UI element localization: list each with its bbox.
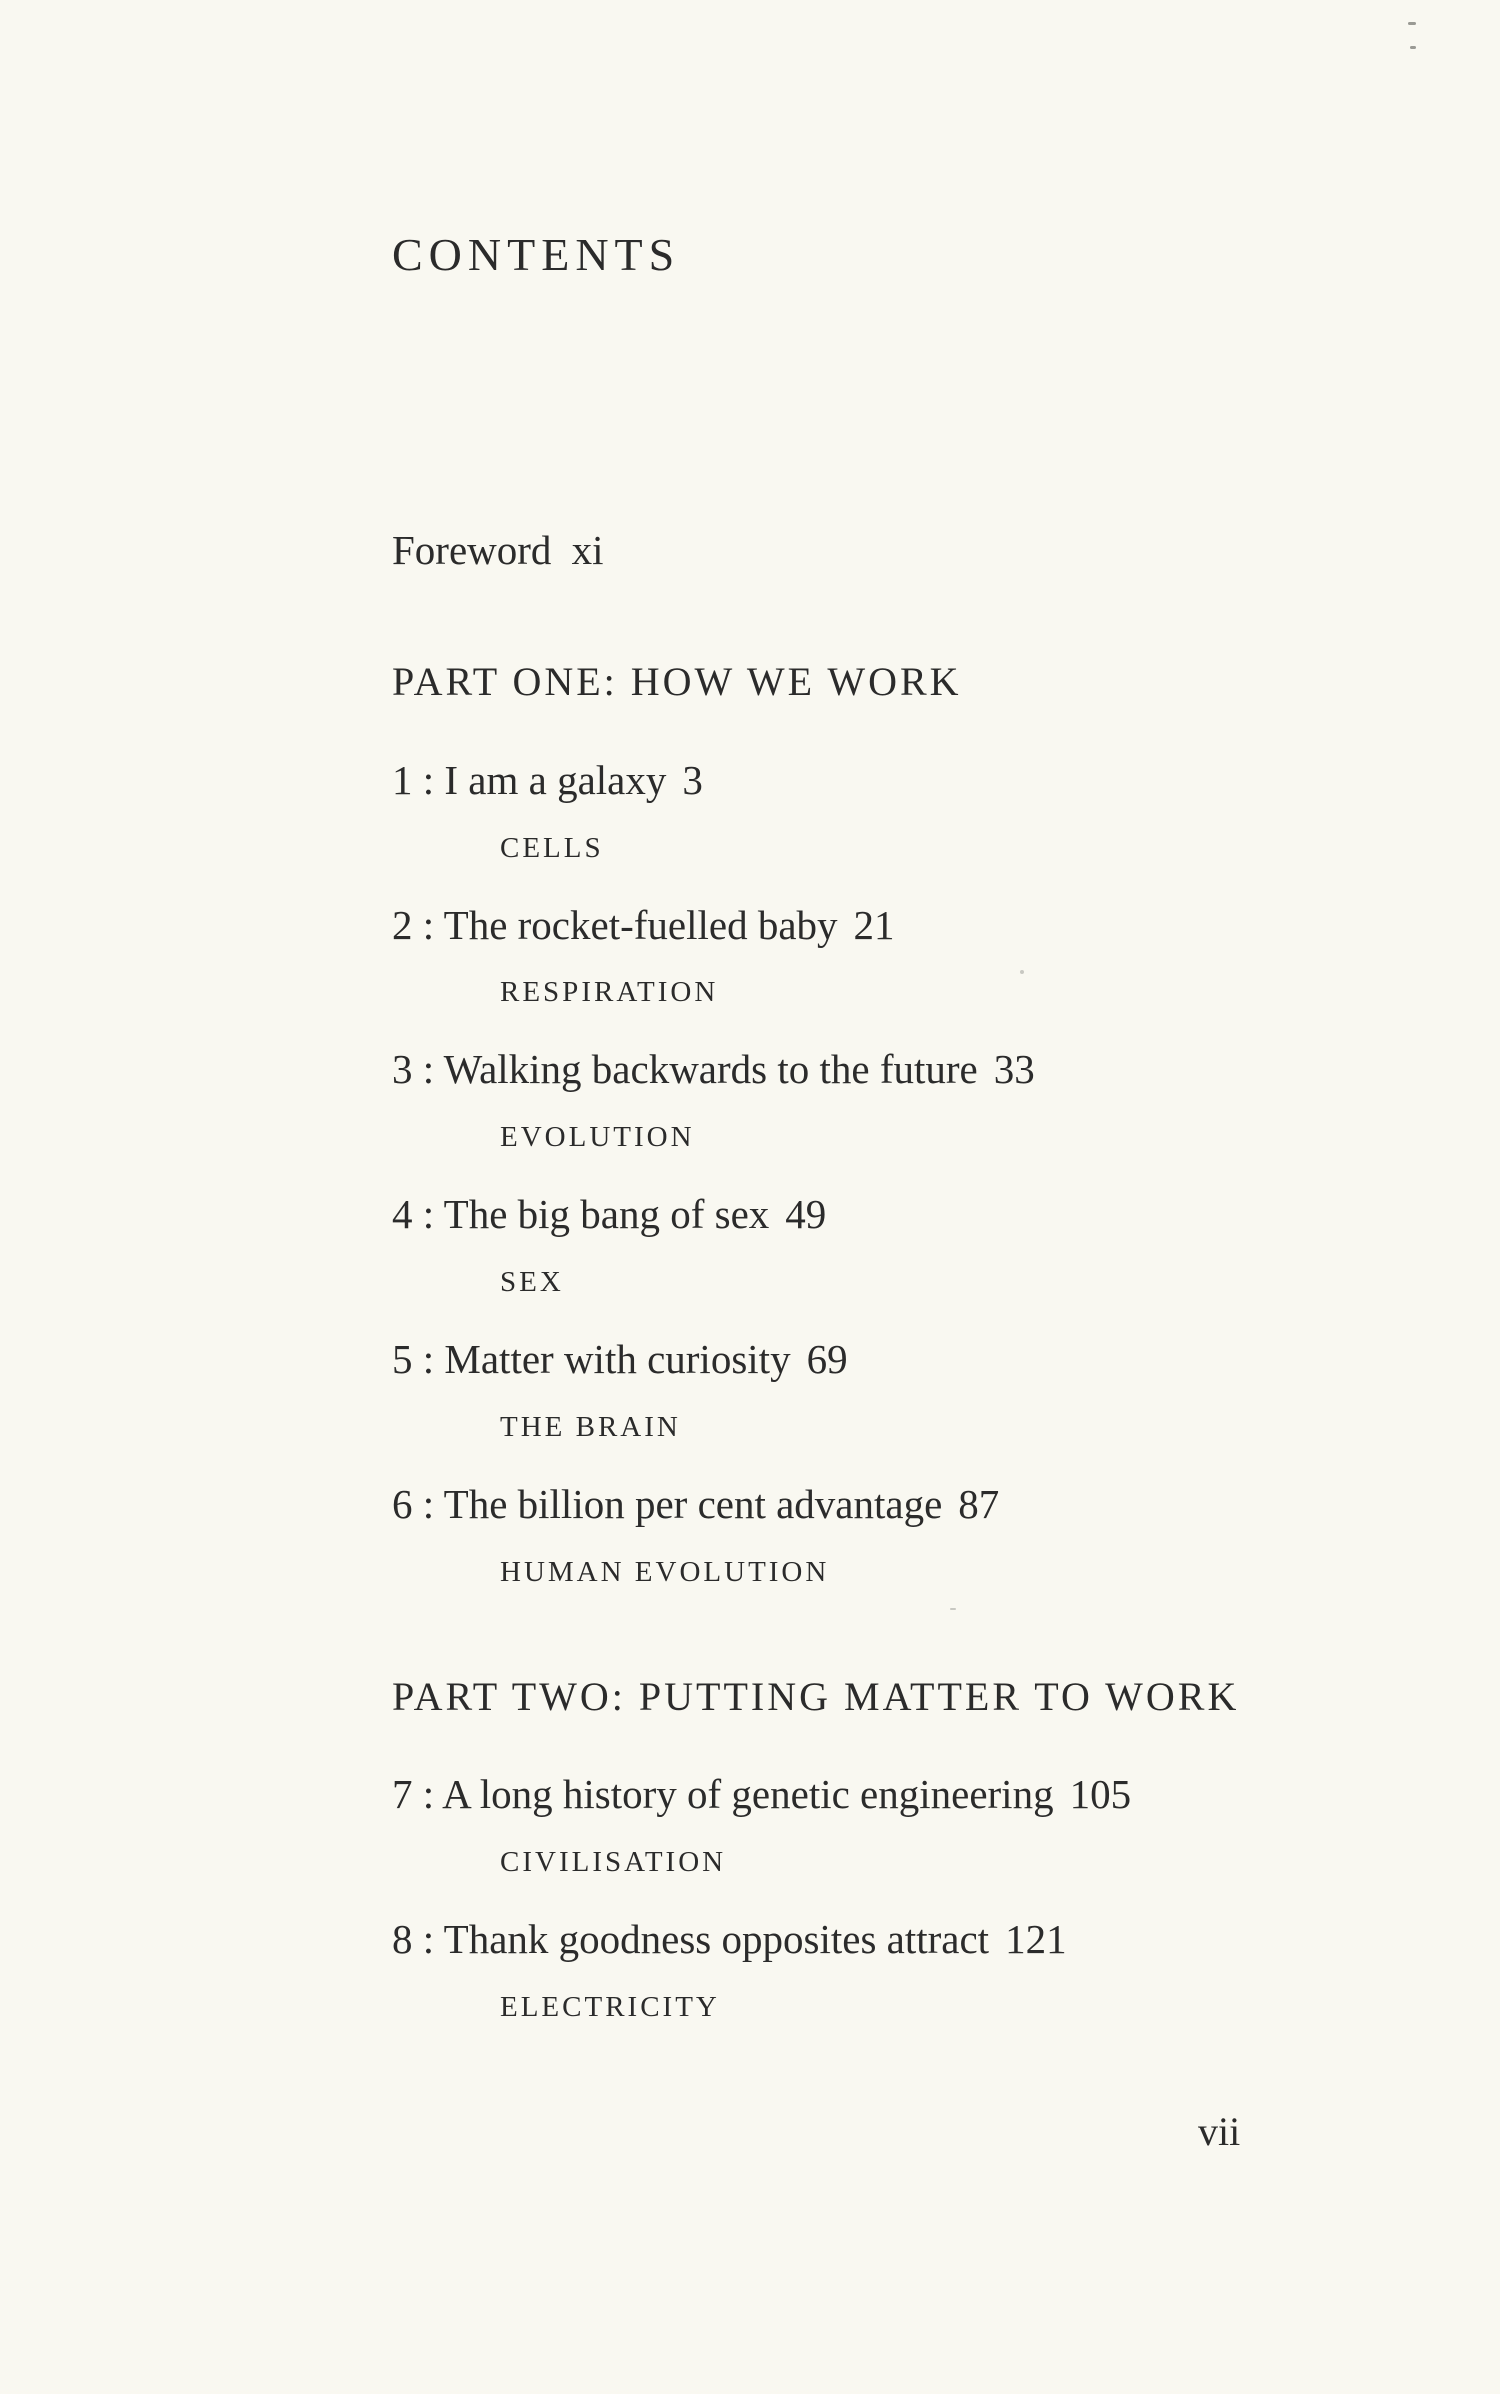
chapter-subject: CELLS xyxy=(500,832,604,864)
chapter-title: Thank goodness opposites attract xyxy=(443,1916,990,1962)
chapter-page-number: 21 xyxy=(853,902,895,948)
chapter-number: 5 xyxy=(392,1336,413,1382)
chapter-number: 2 xyxy=(392,902,413,948)
chapter-entry: 7 : A long history of genetic engineering 105 xyxy=(392,1771,1132,1817)
chapter-subject: THE BRAIN xyxy=(500,1411,681,1443)
chapter-entry: 2 : The rocket-fuelled baby 21 xyxy=(392,902,895,948)
chapter-subject: SEX xyxy=(500,1266,564,1298)
chapter-number: 4 xyxy=(392,1191,413,1237)
chapter-page-number: 49 xyxy=(785,1191,827,1237)
chapter-entry: 5 : Matter with curiosity 69 xyxy=(392,1336,848,1382)
scan-speck xyxy=(1408,22,1416,25)
page-title: CONTENTS xyxy=(392,229,681,280)
foreword-entry xyxy=(392,527,604,573)
chapter-entry: 4 : The big bang of sex 49 xyxy=(392,1191,827,1237)
chapter-title: A long history of genetic engineering xyxy=(442,1771,1054,1817)
foreword-page-number: xi xyxy=(571,527,604,573)
chapter-entry: 6 : The billion per cent advantage 87 xyxy=(392,1481,1000,1527)
chapter-title: I am a galaxy xyxy=(444,757,667,803)
chapter-entry: 3 : Walking backwards to the future 33 xyxy=(392,1046,1035,1092)
chapter-number: 6 xyxy=(392,1481,413,1527)
scan-speck xyxy=(1020,970,1024,974)
chapter-page-number: 3 xyxy=(682,757,703,803)
chapter-number: 7 xyxy=(392,1771,413,1817)
chapter-number: 1 xyxy=(392,757,413,803)
chapter-title: The rocket-fuelled baby xyxy=(443,902,838,948)
chapter-entry: 8 : Thank goodness opposites attract 121 xyxy=(392,1916,1067,1962)
chapter-page-number: 121 xyxy=(1005,1916,1067,1962)
chapter-title: The billion per cent advantage xyxy=(443,1481,943,1527)
scan-speck xyxy=(1410,46,1416,49)
chapter-number: 3 xyxy=(392,1046,413,1092)
chapter-subject: HUMAN EVOLUTION xyxy=(500,1556,830,1588)
chapter-subject: RESPIRATION xyxy=(500,976,719,1008)
chapter-entry: 1 : I am a galaxy 3 xyxy=(392,757,703,803)
chapter-page-number: 33 xyxy=(993,1046,1035,1092)
chapter-subject: EVOLUTION xyxy=(500,1121,695,1153)
chapter-number: 8 xyxy=(392,1916,413,1962)
foreword-label: Foreword xyxy=(392,527,552,573)
chapter-subject: ELECTRICITY xyxy=(500,1991,720,2023)
chapter-subject: CIVILISATION xyxy=(500,1846,727,1878)
part-one-heading: PART ONE: HOW WE WORK xyxy=(392,659,962,704)
chapter-page-number: 69 xyxy=(806,1336,848,1382)
chapter-title: Matter with curiosity xyxy=(444,1336,791,1382)
chapter-page-number: 87 xyxy=(958,1481,1000,1527)
scan-speck xyxy=(950,1608,956,1610)
page-folio: vii xyxy=(1198,2109,1241,2154)
chapter-title: Walking backwards to the future xyxy=(443,1046,978,1092)
part-two-heading: PART TWO: PUTTING MATTER TO WORK xyxy=(392,1674,1240,1719)
chapter-title: The big bang of sex xyxy=(443,1191,770,1237)
chapter-page-number: 105 xyxy=(1069,1771,1132,1817)
